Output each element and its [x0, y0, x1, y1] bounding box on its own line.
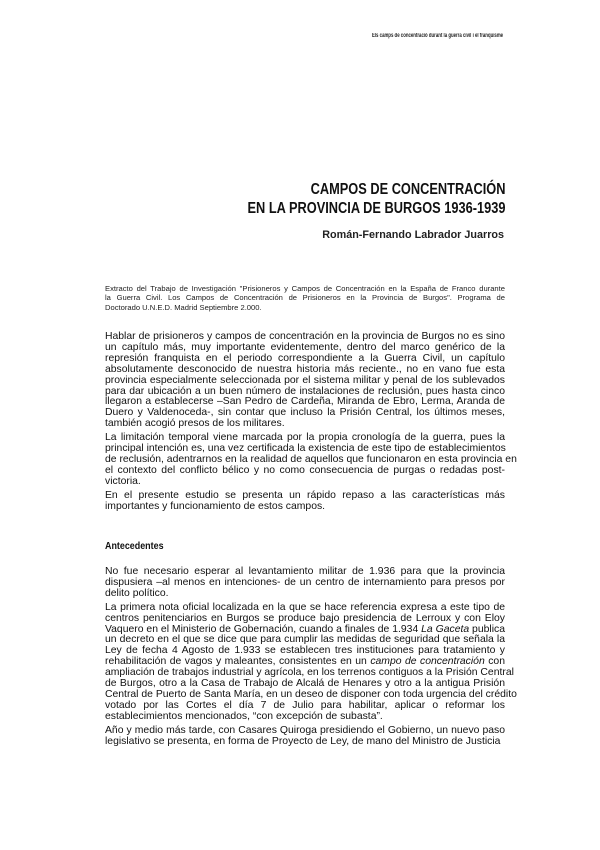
text-line: llegaron a establecerse –San Pedro de Cardeña, Miranda de Ebro, Lerma, Aranda de [105, 396, 505, 408]
text-line: La primera nota oficial localizada en la que se hace referencia expresa a este tipo de [105, 601, 505, 613]
text-line: provincia especialmente seleccionada por el sistema militar y penal de los sublevados [105, 374, 505, 386]
extract-line: Doctorado U.N.E.D. Madrid Septiembre 2.000. [105, 302, 262, 312]
document-title [247, 180, 505, 218]
text-line: centros penitenciarios en Burgos se produce bajo presidencia de Lerroux y con Eloy [105, 612, 505, 624]
extract-line: Extracto del Trabajo de Investigación "Prisioneros y Campos de Concentración en la España de Franco durante [105, 284, 505, 293]
text-line: establecimientos mencionados, “con excepción de subasta”. [105, 710, 383, 722]
text-line: No fue necesario esperar al levantamiento militar de 1.936 para que la provincia [105, 566, 505, 577]
extract-line: la Guerra Civil. Los Campos de Concentración de Prisioneros en la Provincia de Burgos". Programa de [105, 293, 505, 303]
intro-body [105, 331, 517, 516]
text-line: un capítulo más, muy importante evidentemente, dentro del marco genérico de la [105, 341, 505, 353]
text-line: ampliación de trabajos industrial y agrícola, en los terrenos contiguos a la Prisión Central [105, 667, 514, 679]
text-line: Ley de fecha 4 Agosto de 1.933 se establecen tres instituciones para tratamiento y [105, 645, 505, 657]
text-line: de reclusión, adentrarnos en la realidad de aquellos que funcionaron en esta provincia en [105, 453, 517, 465]
text-line: para dar ubicación a un buen número de instalaciones de reclusión, pues hasta cinco [105, 385, 505, 397]
text-line: Central de Puerto de Santa María, en un deseo de disponer con toda urgencia del crédito [105, 688, 517, 700]
extract-note [105, 284, 505, 312]
paragraph [105, 332, 505, 430]
section-body [105, 566, 517, 751]
paragraph [105, 432, 517, 488]
text-segment: rehabilitación de vagos y maleantes, consistentes en un [105, 656, 371, 668]
text-line: En el presente estudio se presenta un rápido repaso a las características más [105, 489, 505, 501]
italic-text: La Gaceta [421, 623, 470, 635]
title-line-1: CAMPOS DE CONCENTRACIÓN [310, 181, 505, 198]
text-line: legislativo se presenta, en forma de Proyecto de Ley, de mano del Ministro de Justicia [105, 735, 501, 747]
section-heading: Antecedentes [105, 540, 164, 552]
text-line: votado por las Cortes el día 7 de Julio para habilitar, aplicar o reformar los [105, 699, 505, 711]
running-header: Els camps de concentració durant la guerra civil i el franquisme [371, 33, 503, 39]
author: Román-Fernando Labrador Juarros [322, 229, 504, 241]
text-line: La limitación temporal viene marcada por la propia cronología de la guerra, pues la [105, 432, 505, 444]
paragraph [105, 491, 505, 513]
text-line: también acogió presos de los militares. [105, 418, 285, 430]
paragraph [105, 601, 517, 723]
text-segment: publica [469, 623, 505, 635]
paragraph [105, 726, 505, 748]
text-line: principal intención es, una vez certificada la existencia de este tipo de establecimientos [105, 443, 506, 455]
text-line: Duero y Valdenoceda-, sin contar que incluso la Prisión Central, los últimos meses, [105, 407, 505, 419]
text-line: victoria. [105, 475, 141, 487]
italic-text: campo de concentración [370, 656, 485, 668]
text-line: importantes y funcionamiento de estos campos. [105, 500, 326, 512]
text-line: Año y medio más tarde, con Casares Quiroga presidiendo el Gobierno, un nuevo paso [105, 724, 505, 736]
text-line: de Burgos, otro a la Casa de Trabajo de Alcalá de Henares y otro a la antigua Prisión [105, 678, 505, 690]
paragraph [105, 567, 505, 600]
text-line: un decreto en el que se dice que para cumplir las medidas de seguridad que señala la [105, 634, 505, 646]
text-segment: con [484, 656, 505, 668]
text-line: Hablar de prisioneros y campos de concentración en la provincia de Burgos no es sino [105, 331, 505, 342]
text-line: absolutamente desconocido de nuestra historia más reciente., no en vano fue esta [105, 363, 505, 375]
text-segment: Vaquero en el Ministerio de Gobernación, cuando a finales de 1.934 [105, 623, 422, 635]
title-line-2: EN LA PROVINCIA DE BURGOS 1936-1939 [247, 200, 505, 217]
text-line: represión franquista en el periodo correspondiente a la Guerra Civil, un capítulo [105, 352, 505, 364]
text-line: dispusiera –al menos en intenciones- de un centro de internamiento para presos por [105, 576, 505, 588]
text-line: delito político. [105, 587, 169, 599]
text-line: el contexto del conflicto bélico y no como consecuencia de purgas o redadas post- [105, 464, 505, 476]
